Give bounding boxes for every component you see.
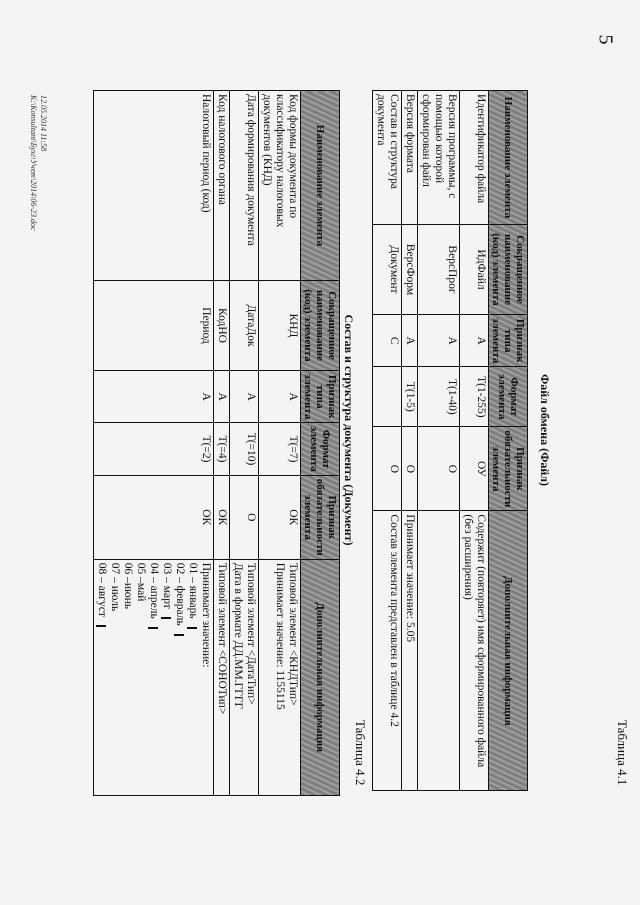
cell: А: [460, 315, 489, 367]
info-line: 07 – июль: [109, 562, 121, 612]
cell: ВерсПрог: [418, 225, 460, 315]
cell: Код налогового органа: [214, 91, 230, 281]
page-number: 5: [594, 34, 617, 45]
cell: Содержит (повторяет) имя сформированного файла (без расширения): [460, 511, 489, 791]
cell: [230, 559, 259, 795]
cell: О: [373, 427, 402, 511]
cell: КодНО: [214, 281, 230, 371]
info-line: Принимает значение:: [200, 562, 212, 668]
cell: [214, 559, 230, 795]
info-line: 08 – август: [95, 563, 108, 792]
cell: Код формы документа по классификатору налоговых документов (КНД): [259, 91, 301, 281]
cell: Версия формата: [402, 91, 418, 225]
cell: Т(1-255): [460, 367, 489, 427]
info-line: Принимает значение: 1155115: [274, 562, 286, 710]
cell: [259, 559, 301, 795]
cell: А: [230, 371, 259, 423]
cell: С: [373, 315, 402, 367]
cell: Т(=4): [214, 423, 230, 475]
cell: Период: [94, 281, 214, 371]
cell: А: [214, 371, 230, 423]
cell: Версия программы, с помощью которой сформирован файл: [418, 91, 460, 225]
table1-header: Признак обязательности элемента: [489, 427, 528, 511]
cell: Т(=2): [94, 423, 214, 475]
table1: [372, 90, 528, 791]
cell: [373, 367, 402, 427]
info-line: 06 –июнь: [122, 562, 134, 610]
table1-header: Наименование элемента: [489, 91, 528, 225]
cell: А: [418, 315, 460, 367]
table-row: [94, 91, 214, 796]
cell: О: [418, 427, 460, 511]
cell: ИдФайл: [460, 225, 489, 315]
table2-header: Наименование элемента: [301, 91, 340, 281]
cell: ОУ: [460, 427, 489, 511]
table1-caption: Таблица 4.1: [615, 720, 630, 786]
info-line: Типовой элемент <КНДТип>: [287, 562, 299, 706]
table1-header: Признак типа элемента: [489, 315, 528, 367]
cell: КНД: [259, 281, 301, 371]
file-stamp: [28, 95, 48, 231]
cell: Т(=7): [259, 423, 301, 475]
info-line: Типовой элемент <СОНОТип>: [216, 562, 228, 715]
info-line: 03 – март: [160, 563, 173, 792]
cell: А: [94, 371, 214, 423]
cell: Принимает значение: 5.05: [402, 511, 418, 791]
table2-header-row: [301, 91, 340, 796]
table-row: [402, 91, 418, 791]
table2: [93, 90, 340, 796]
info-line: 05 –май: [135, 562, 147, 602]
cell: ОК: [259, 475, 301, 559]
table2-header: Признак типа элемента: [301, 371, 340, 423]
cell: Состав элемента представлен в таблице 4.2: [373, 511, 402, 791]
cell: Т(=10): [230, 423, 259, 475]
table2-header: Признак обязательности элемента: [301, 475, 340, 559]
table2-header: Дополнительная информация: [301, 559, 340, 795]
table1-header: Сокращенное наименование (код) элемента: [489, 225, 528, 315]
cell: ДатаДок: [230, 281, 259, 371]
cell: ОК: [214, 475, 230, 559]
info-line: 01 – январь: [186, 563, 199, 792]
table-row: [418, 91, 460, 791]
table-row: [373, 91, 402, 791]
table1-title: Файл обмена (Файл): [538, 373, 552, 487]
cell: Идентификатор файла: [460, 91, 489, 225]
cell: А: [402, 315, 418, 367]
cell: ОК: [94, 475, 214, 559]
table1-header: Формат элемента: [489, 367, 528, 427]
table-row: [230, 91, 259, 796]
table2-header: Сокращенное наименование (код) элемента: [301, 281, 340, 371]
table2-caption: Таблица 4.2: [353, 720, 368, 786]
cell: Налоговый период (код): [94, 91, 214, 281]
info-line: 04 – апрель: [147, 563, 160, 792]
cell: ВерсФорм: [402, 225, 418, 315]
cell: Т(1-40): [418, 367, 460, 427]
stamp-path: K:\Konsultant\Бухг\Учет\2014\06-23.doc: [29, 95, 38, 231]
table-row: [214, 91, 230, 796]
cell: О: [402, 427, 418, 511]
table2-header: Формат элемента: [301, 423, 340, 475]
cell: О: [230, 475, 259, 559]
cell: Документ: [373, 225, 402, 315]
table-row: [259, 91, 301, 796]
info-line: 02 – февраль: [173, 563, 186, 792]
cell: Т(1-5): [402, 367, 418, 427]
cell: Дата формирования документа: [230, 91, 259, 281]
cell: [418, 511, 460, 791]
table2-title: Состав и структура документа (Документ): [342, 314, 356, 546]
cell: Состав и структура документа: [373, 91, 402, 225]
table1-header-row: [489, 91, 528, 791]
info-line: Типовой элемент <ДатаТип>: [245, 562, 257, 705]
stamp-date: 12.05.2014 11:58: [39, 95, 48, 152]
cell: [94, 559, 214, 795]
info-line: Дата в формате ДД.ММ.ГГГГ: [232, 562, 244, 710]
cell: А: [259, 371, 301, 423]
table-row: [460, 91, 489, 791]
table1-header: Дополнительная информация: [489, 511, 528, 791]
